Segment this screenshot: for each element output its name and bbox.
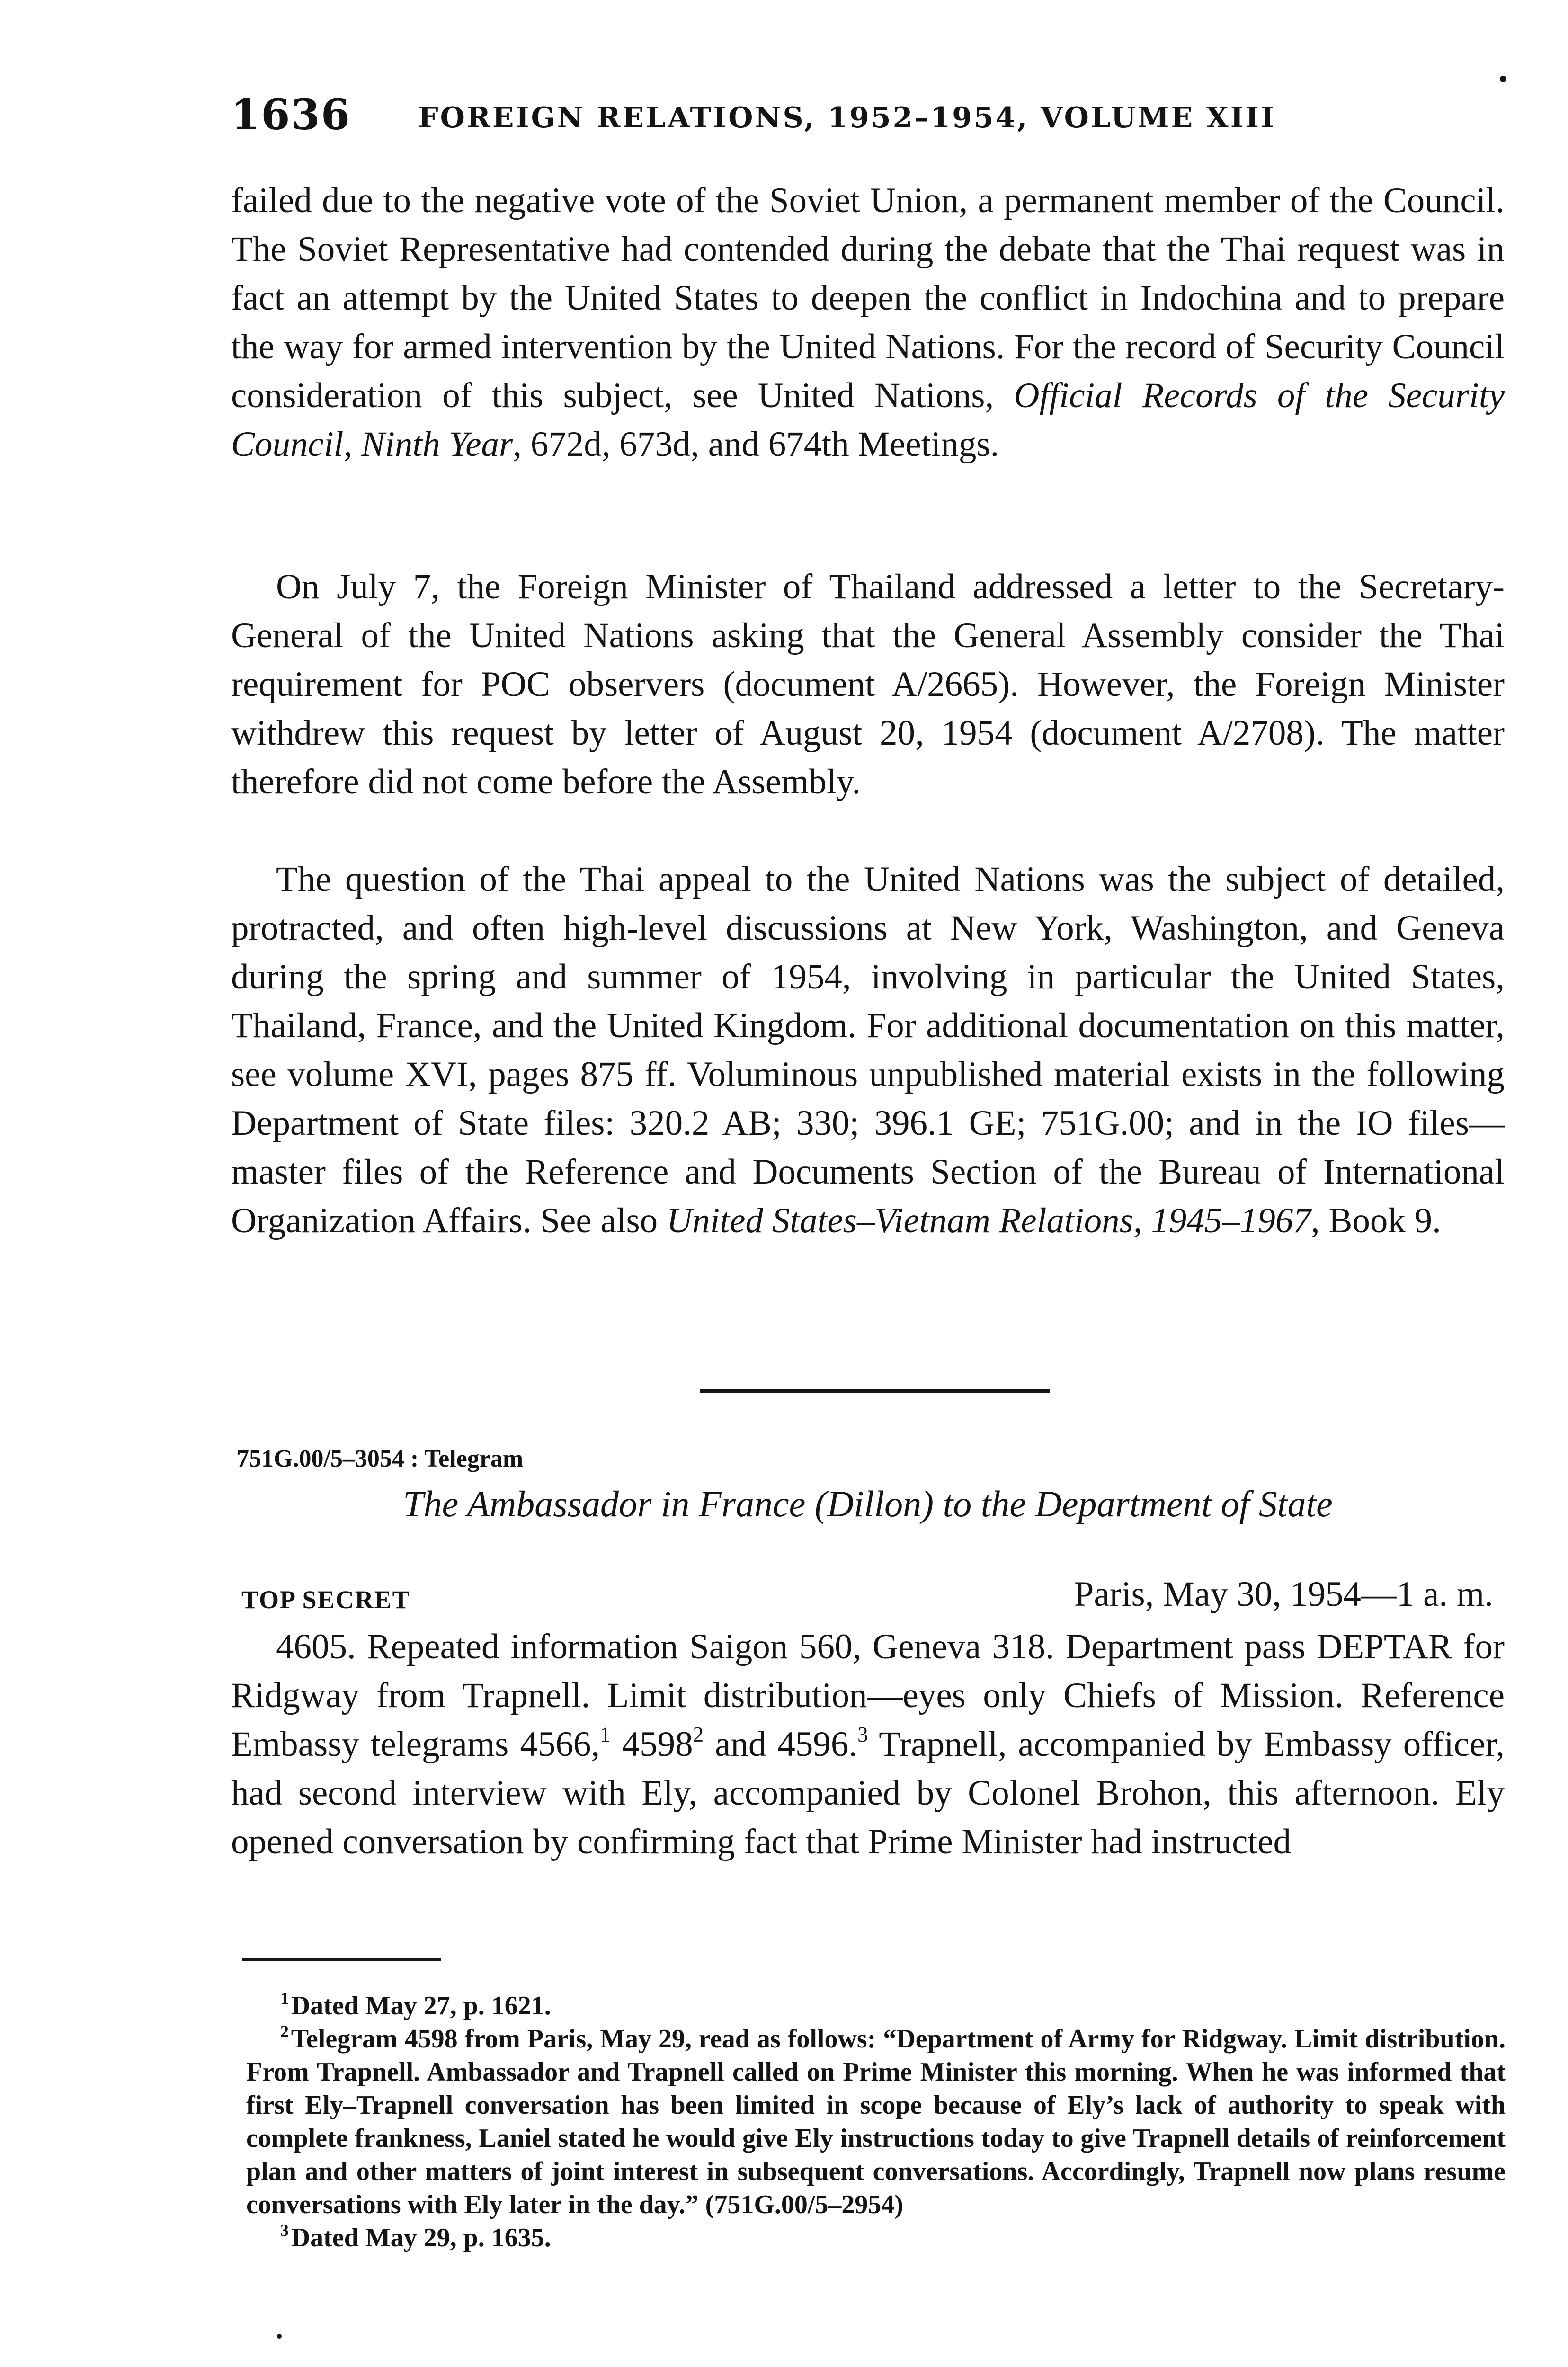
paragraph-text: , Book 9. xyxy=(1310,1201,1441,1240)
footnote-text: Telegram 4598 from Paris, May 29, read as follows: “Department of Army for Ridgway. Limit distribution. From Trapnell. Ambassador and Trapnell called on Prime Minister this morning. When he was informed that first Ely–Trapnell conversation has been limited in scope because of Ely’s lack of authority to speak with complete frankness, Laniel stated he would give Ely instructions today to give Trapnell details of reinforcement plan and other matters of joint interest in subsequent conversations. Accordingly, Trapnell now plans resume conversations with Ely later in the day.” (751G.00/5–2954) xyxy=(246,2024,1506,2219)
scan-speck xyxy=(277,2334,282,2339)
page-header xyxy=(231,90,1505,142)
paragraph-text: The question of the Thai appeal to the United Nations was the subject of detailed, protracted, and often high-level discussions at New York, Washington, and Geneva during the spring and summer of 1954, involving in particular the United States, Thailand, France, and the United Kingdom. For additional documentation on this matter, see volume XVI, pages 875 ff. Voluminous unpublished material exists in the following Department of State files: 320.2 AB; 330; 396.1 GE; 751G.00; and in the IO files—master files of the Reference and Documents Section of the Bureau of International Organization Affairs. See also xyxy=(231,860,1505,1240)
footnote-text: Dated May 29, p. 1635. xyxy=(291,2223,551,2252)
section-divider xyxy=(700,1389,1050,1393)
footnote-marker: 1 xyxy=(600,1723,611,1746)
footnote-marker: 2 xyxy=(280,2022,289,2041)
footnote-marker: 2 xyxy=(693,1723,704,1746)
footnote-text: Dated May 27, p. 1621. xyxy=(291,1991,551,2020)
footnote-3 xyxy=(246,2221,1506,2254)
footnote-2 xyxy=(246,2022,1506,2221)
telegram-text: and 4596. xyxy=(704,1725,858,1764)
scan-speck xyxy=(1500,76,1506,82)
footnote-marker: 1 xyxy=(280,1989,289,2008)
footnote-rule xyxy=(242,1958,441,1961)
classification-marking: TOP SECRET xyxy=(241,1585,410,1614)
editorial-paragraph-2 xyxy=(231,562,1505,855)
document-title: The Ambassador in France (Dillon) to the Department of State xyxy=(403,1483,1333,1524)
editorial-paragraph-1 xyxy=(231,176,1505,555)
footnote-marker: 3 xyxy=(857,1723,868,1746)
file-reference: 751G.00/5–3054 : Telegram xyxy=(237,1445,524,1472)
dateline: Paris, May 30, 1954—1 a. m. xyxy=(1074,1575,1493,1614)
telegram-body xyxy=(231,1622,1505,1916)
paragraph-text: On July 7, the Foreign Minister of Thailand addressed a letter to the Secretary-General of the United Nations asking that the General Assembly consider the Thai requirement for POC observers (document A/2665). However, the Foreign Minister withdrew this request by letter of August 20, 1954 (document A/2708). The matter therefore did not come before the Assembly. xyxy=(231,567,1505,801)
publication-title: United States–Vietnam Relations, 1945–1967 xyxy=(666,1201,1311,1240)
footnote-1 xyxy=(246,1989,1506,2022)
paragraph-text: , 672d, 673d, and 674th Meetings. xyxy=(513,425,999,464)
footnotes xyxy=(246,1989,1506,2254)
running-head: FOREIGN RELATIONS, 1952–1954, VOLUME XIII xyxy=(418,101,1276,134)
publication-title: Official Records of the Security Council, Ninth Year xyxy=(231,376,1505,464)
telegram-text: 4598 xyxy=(610,1725,693,1764)
paragraph-text: failed due to the negative vote of the Soviet Union, a permanent member of the Council. The Soviet Representative had contended during the debate that the Thai request was in fact an attempt by the United States to deepen the conflict in Indochina and to prepare the way for armed intervention by the United Nations. For the record of Security Council consideration of this subject, see United Nations, xyxy=(231,181,1505,415)
telegram-text: 4605. Repeated information Saigon 560, Geneva 318. Department pass DEPTAR for Ridgway from Trapnell. Limit distribution—eyes only Chiefs of Mission. Reference Embassy telegrams 4566, xyxy=(231,1627,1505,1764)
footnote-marker: 3 xyxy=(280,2221,289,2240)
editorial-paragraph-3 xyxy=(231,855,1505,1343)
telegram-text: Trapnell, accompanied by Embassy officer, had second interview with Ely, accompanied by Colonel Brohon, this afternoon. Ely opened conversation by confirming fact that Prime Minister had instructed xyxy=(231,1725,1505,1861)
page-number: 1636 xyxy=(231,90,351,139)
